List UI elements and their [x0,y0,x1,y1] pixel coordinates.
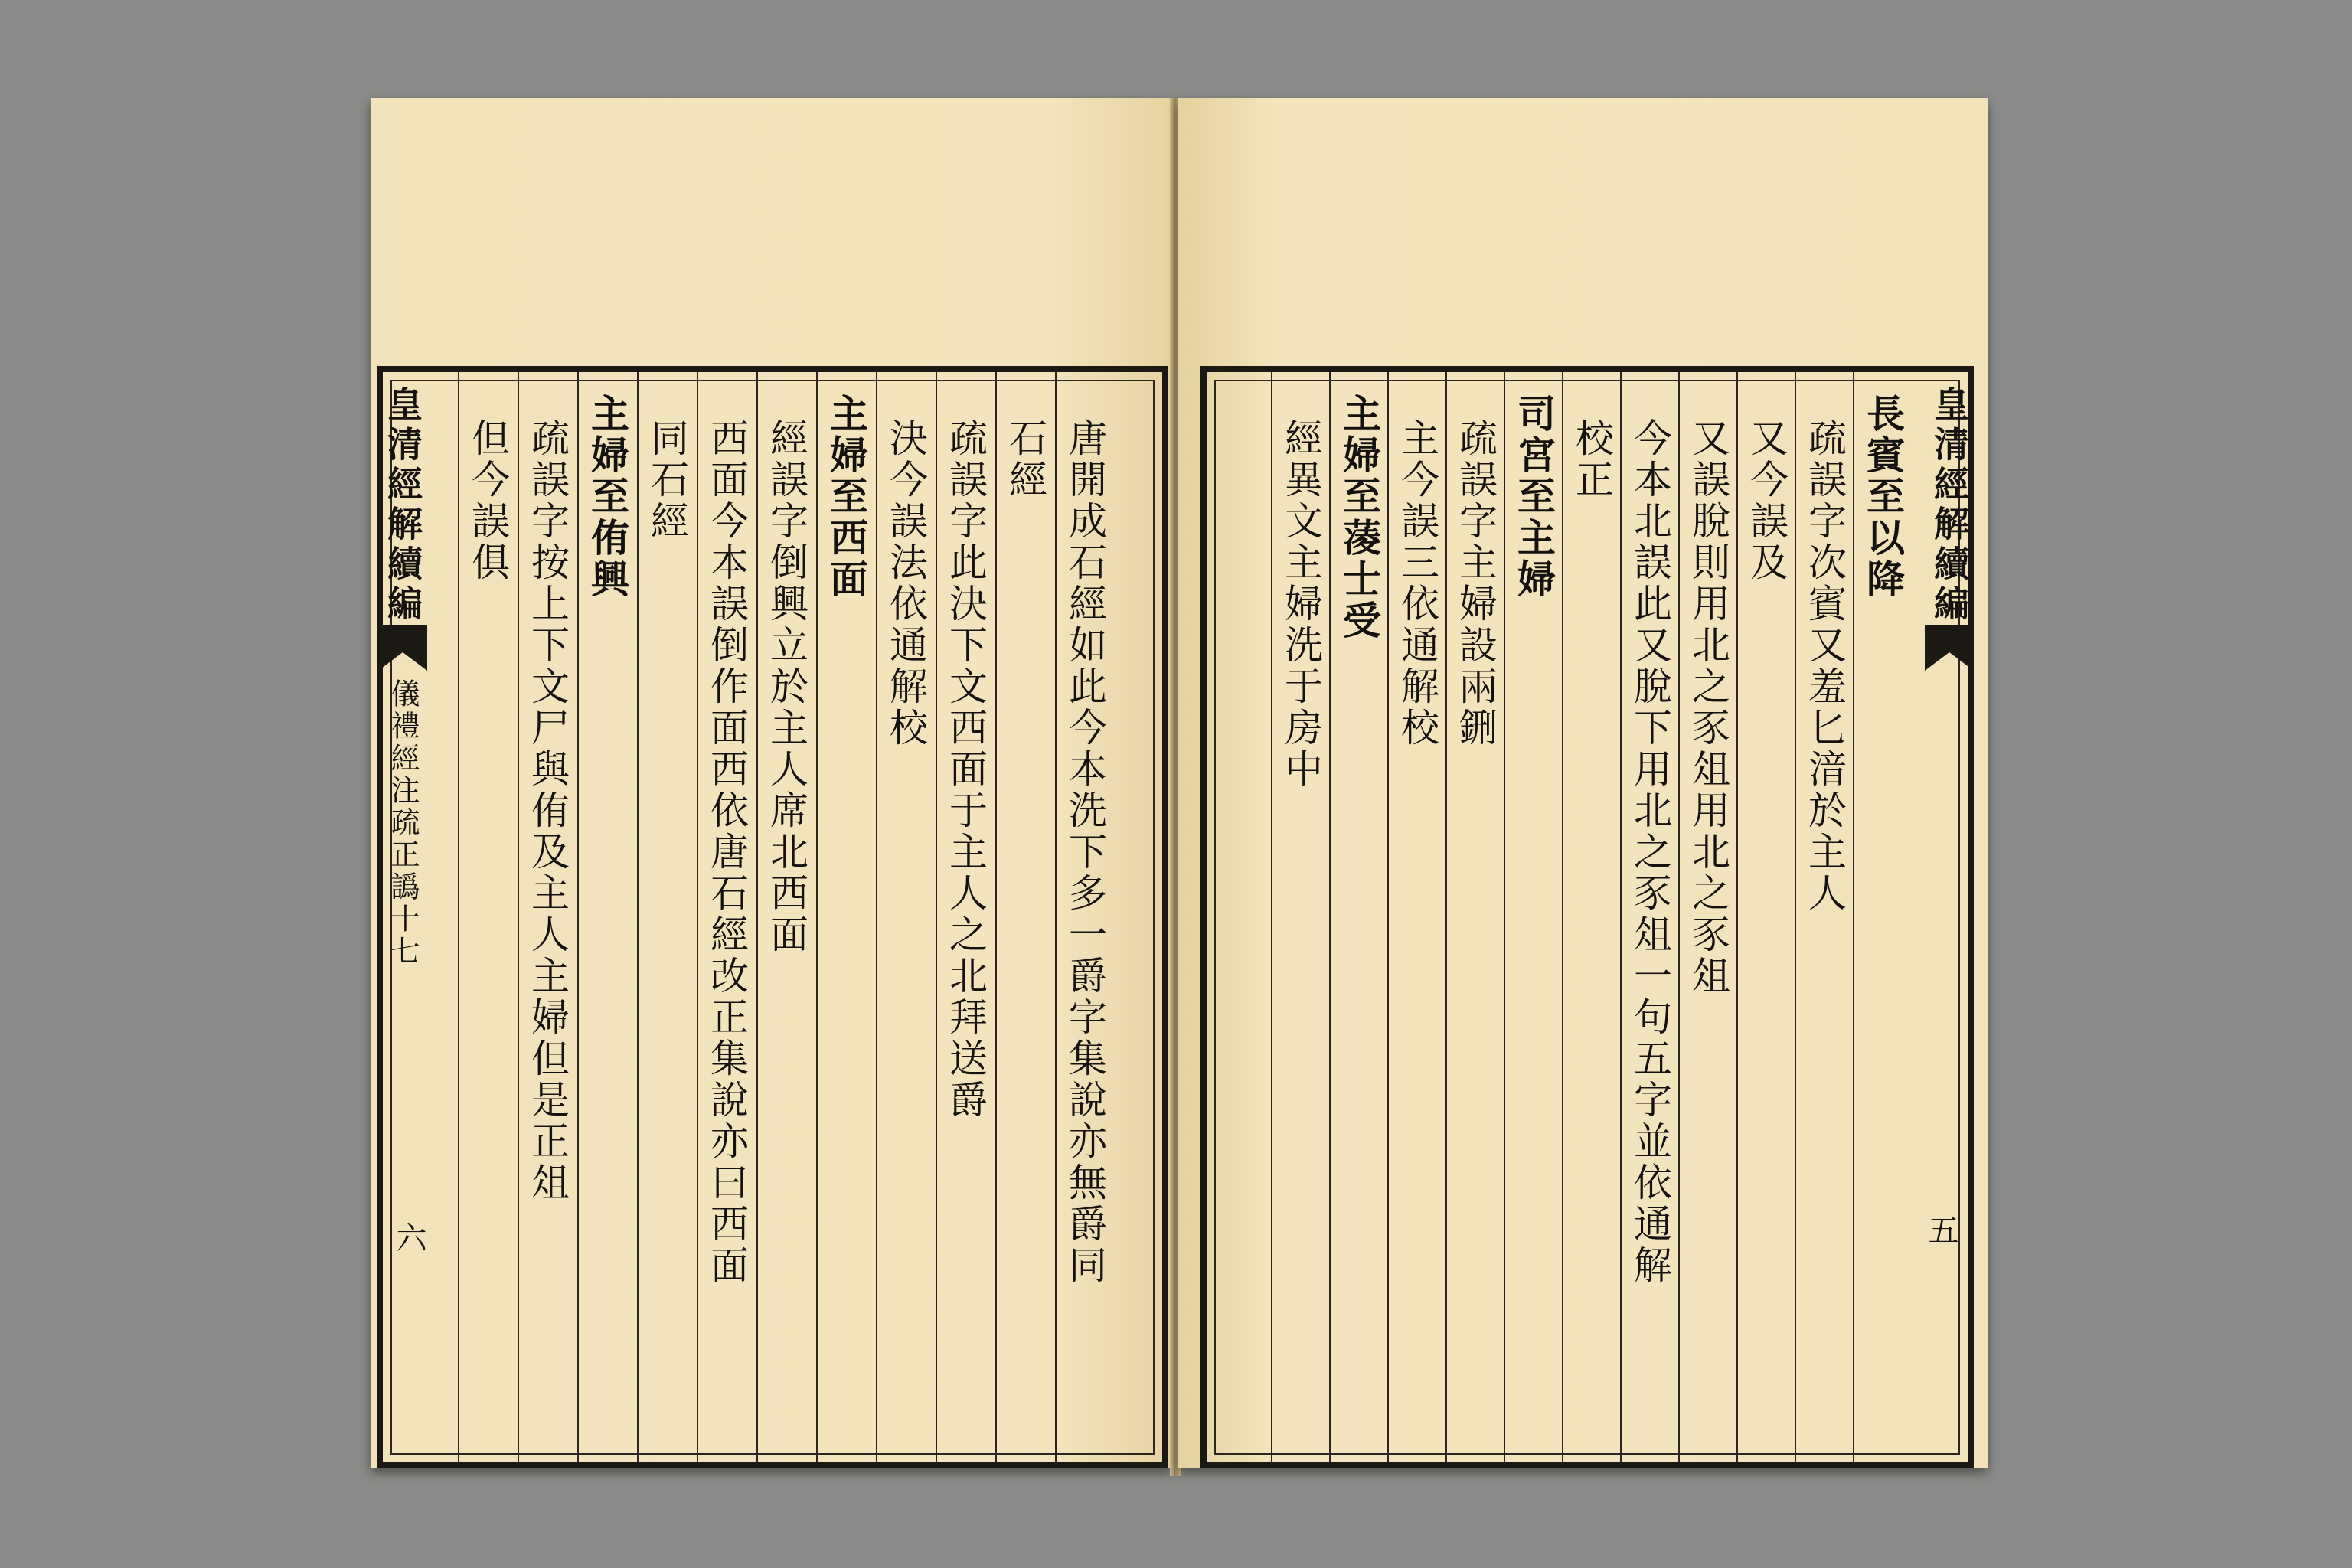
text-column: 西面今本誤倒作面西依唐石經改正集說亦曰西面 [704,418,749,1286]
column-rule [1504,372,1505,1462]
section-heading-column: 主婦至侑興 [585,394,630,600]
text-column: 唐開成石經如此今本洗下多一爵字集說亦無爵同 [1063,418,1107,1286]
column-rule [577,372,579,1462]
column-rule [1562,372,1563,1462]
right-folio: 五 [1923,1214,1958,1245]
text-column: 經異文主婦洗于房中 [1279,418,1323,790]
column-rule [1055,372,1057,1462]
section-heading-column: 主婦至蓤士受 [1337,394,1382,642]
column-rule [876,372,877,1462]
left-banner-subtitle: 儀禮經注疏正譌十七 [386,678,420,968]
section-heading-column: 司宮至主婦 [1511,394,1557,600]
left-page-frame [377,366,1168,1468]
text-column: 經誤字倒興立於主人席北西面 [764,418,808,956]
section-heading-column: 長賓至以降 [1860,394,1906,600]
column-rule [1329,372,1331,1462]
column-rule [1620,372,1622,1462]
text-column: 今本北誤此又脫下用北之豕俎一句五字並依通解 [1628,418,1672,1286]
left-folio: 六 [391,1222,426,1253]
column-rule [1678,372,1680,1462]
text-column: 校正 [1570,418,1614,501]
column-rule [1446,372,1447,1462]
right-page-frame [1200,366,1974,1468]
column-rule [936,372,937,1462]
text-column: 又今誤及 [1744,418,1788,583]
column-rule [1795,372,1796,1462]
column-rule [697,372,698,1462]
left-banner-title: 皇清經解續編 [382,386,423,625]
text-column: 但今誤俱 [466,418,510,583]
text-column: 疏誤字按上下文尸與侑及主人主婦但是正俎 [525,418,570,1204]
text-column: 疏誤字主婦設兩鉶 [1453,418,1498,749]
open-book [371,98,1988,1484]
right-banner-title: 皇清經解續編 [1929,386,1970,625]
column-rule [1271,372,1272,1462]
column-rule [1387,372,1389,1462]
text-column: 同石經 [645,418,689,542]
column-rule [637,372,639,1462]
column-rule [1736,372,1738,1462]
column-rule [1853,372,1854,1462]
text-column: 又誤脫則用北之豕俎用北之豕俎 [1686,418,1730,997]
column-rule [756,372,758,1462]
text-column: 疏誤字次賓又羞匕湆於主人 [1802,418,1847,914]
column-rule [995,372,997,1462]
text-column: 決今誤法依通解校 [884,418,928,749]
text-column: 石經 [1003,418,1047,501]
column-rule [458,372,459,1462]
text-column: 主今誤三依通解校 [1395,418,1439,749]
left-page [371,98,1173,1468]
text-column: 疏誤字此決下文西面于主人之北拜送爵 [943,418,988,1121]
column-rule [816,372,818,1462]
section-heading-column: 主婦至西面 [824,394,869,600]
column-rule [518,372,519,1462]
right-page [1178,98,1988,1468]
